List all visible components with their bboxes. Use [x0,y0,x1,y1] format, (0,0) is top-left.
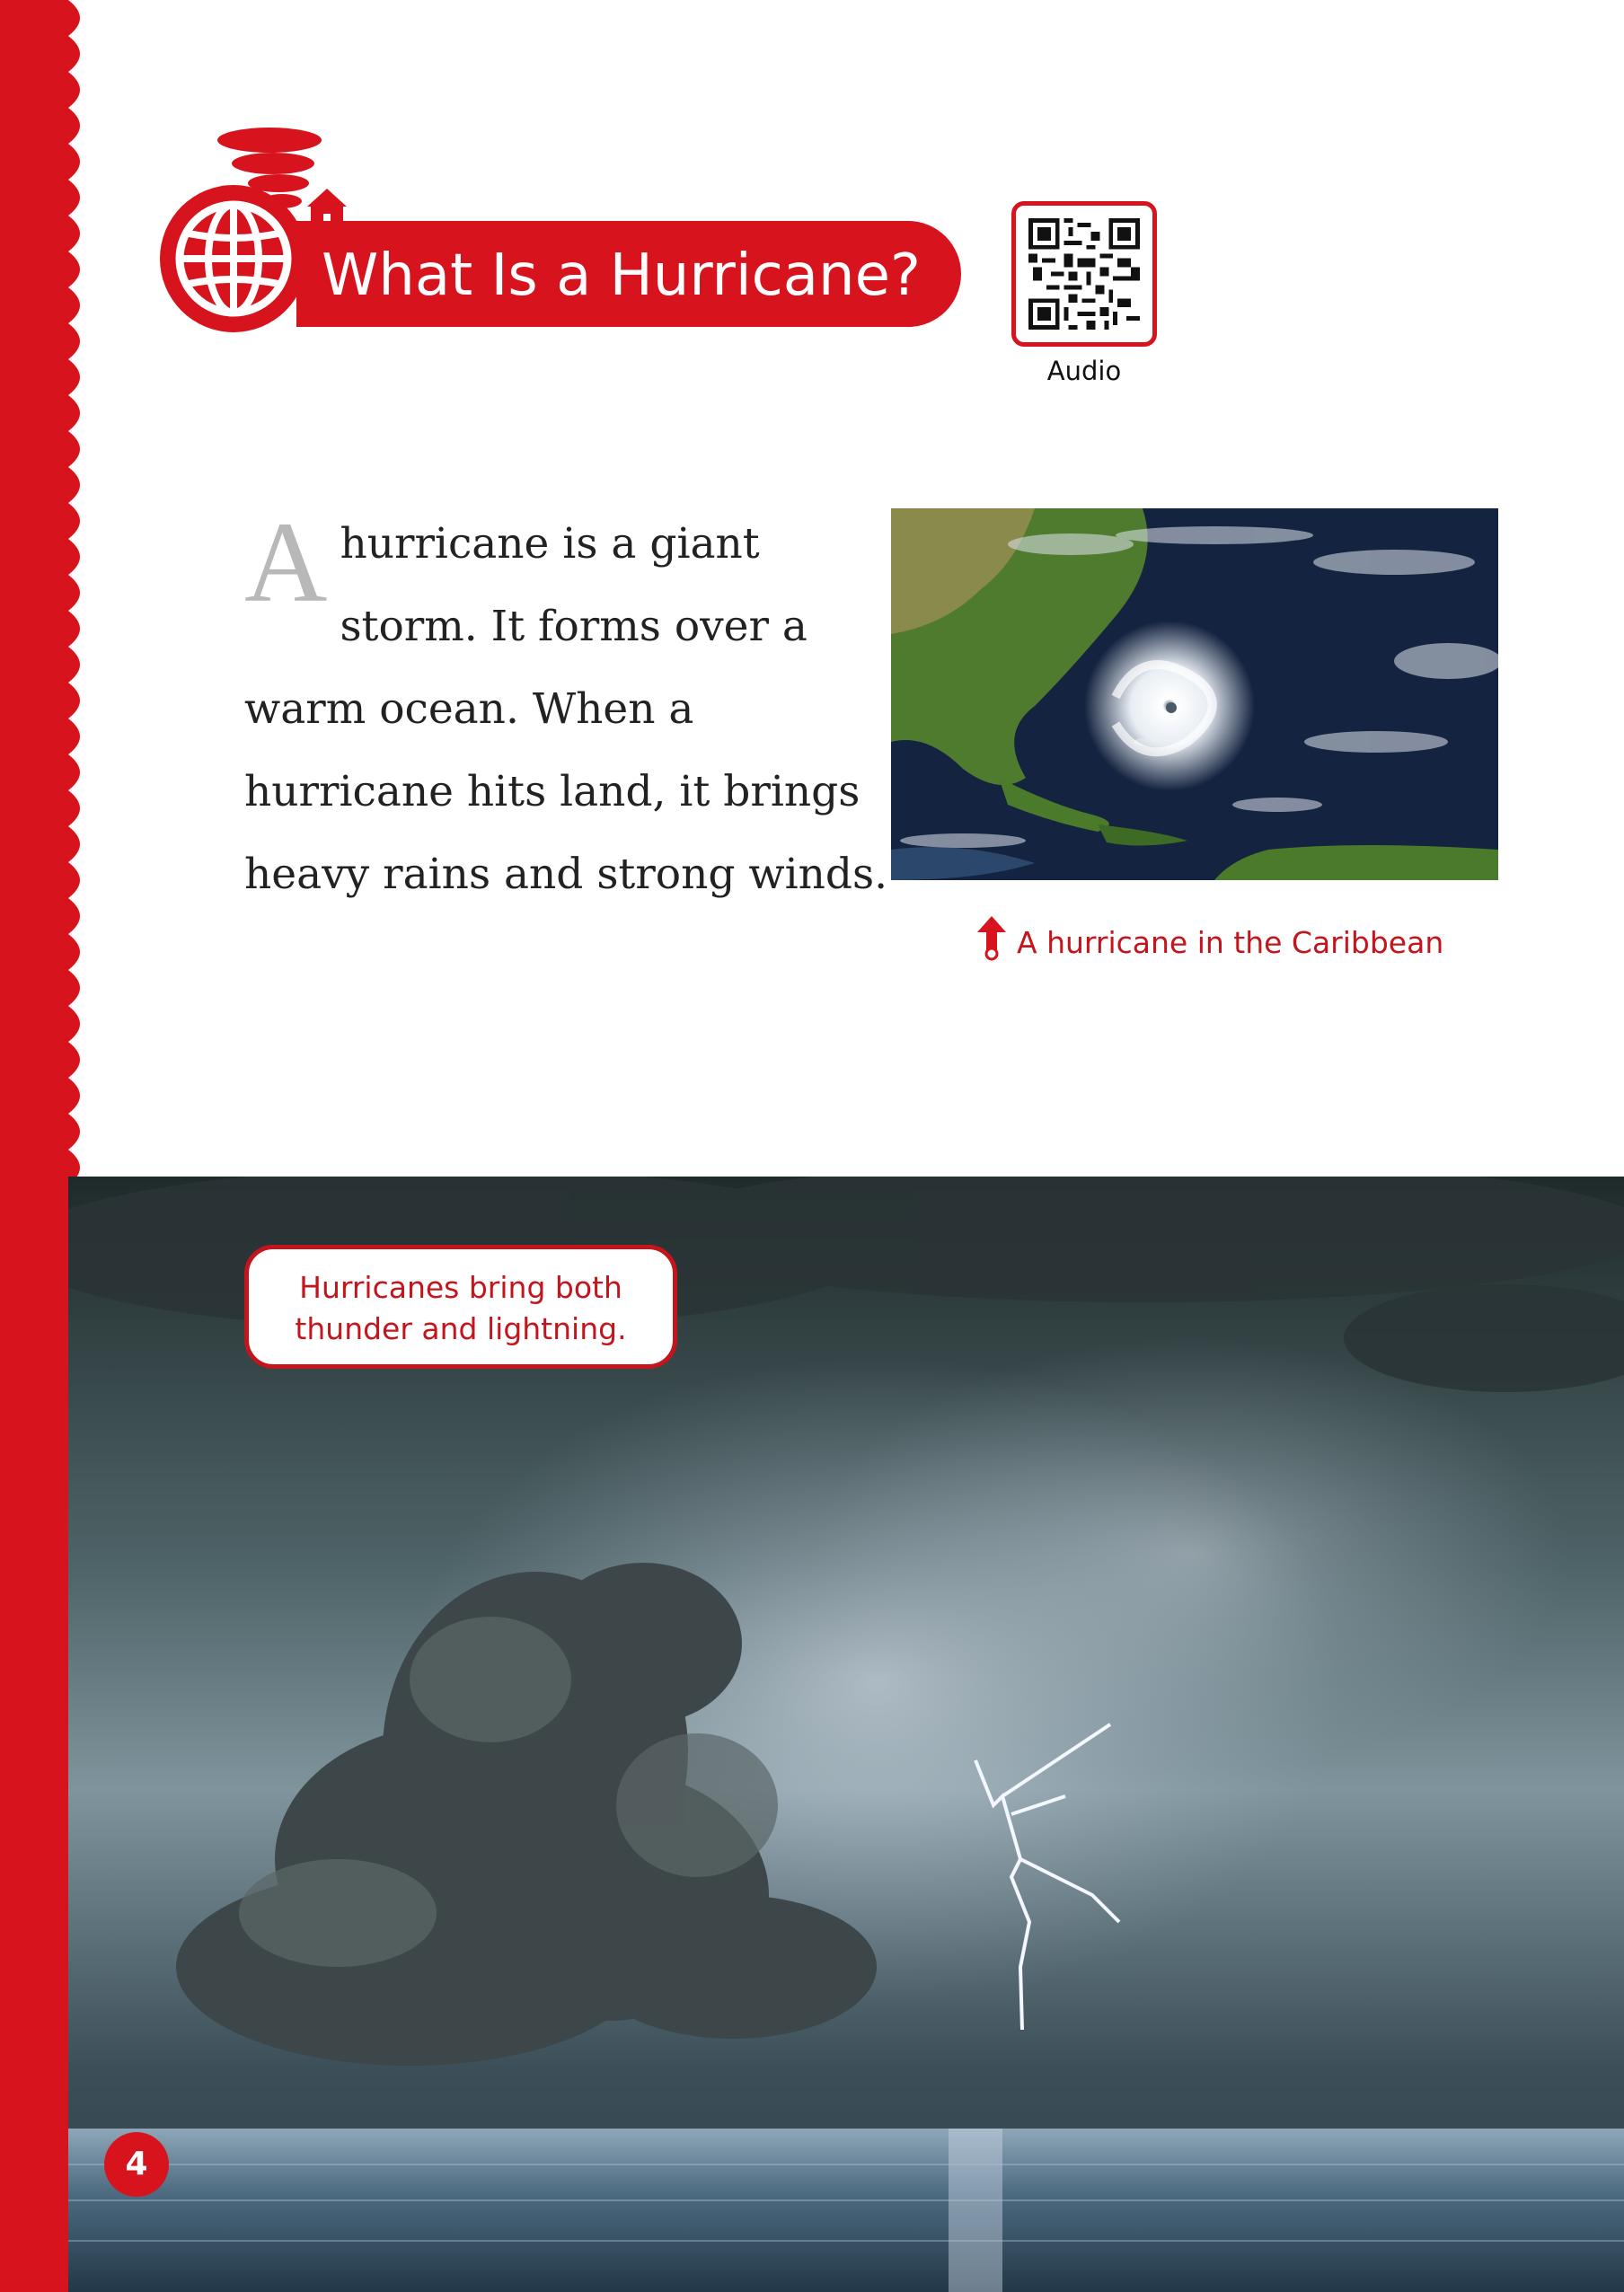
arrow-up-icon [975,914,1008,961]
body-paragraph [244,498,891,916]
page-number: 4 [104,2132,169,2197]
callout-line-1: Hurricanes bring both [299,1270,622,1305]
photo-caption: A hurricane in the Caribbean [1017,925,1444,960]
globe-icon [158,183,309,334]
qr-label: Audio [1046,356,1122,386]
page-title: What Is a Hurricane? [322,242,921,309]
qr-code-icon [1028,218,1140,330]
drop-cap: A [244,498,328,626]
callout-box [244,1245,677,1369]
satellite-photo [891,508,1498,880]
qr-code-box[interactable] [1011,201,1157,347]
callout-line-2: thunder and lightning. [295,1311,627,1346]
body-text: hurricane is a giant storm. It forms over a warm ocean. When a hurricane hits land, it brings heavy rains and strong winds. [244,519,888,899]
